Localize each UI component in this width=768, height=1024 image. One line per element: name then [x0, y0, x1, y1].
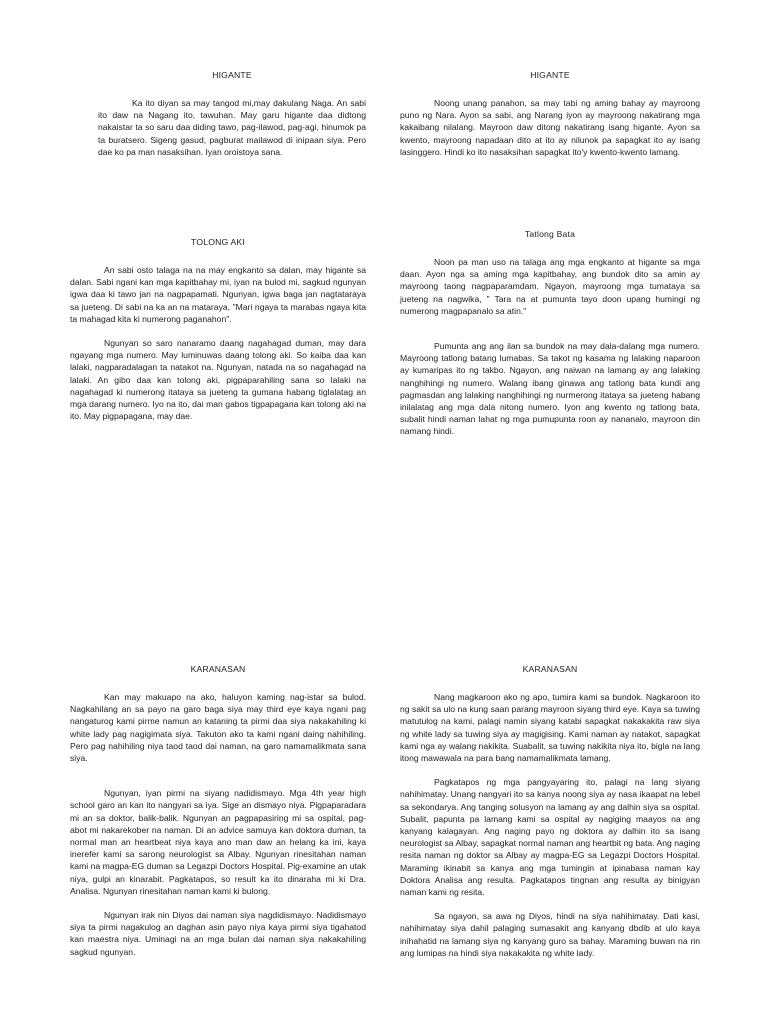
section-title: KARANASAN: [522, 664, 578, 674]
section-title: TOLONG AKI: [191, 237, 245, 247]
karanasan-left-section: [70, 664, 366, 958]
paragraph: Sa ngayon, sa awa ng Diyos, hindi na siya nahihimatay. Dati kasi, nahihimatay siya dahil palaging sumasakit ang kanyang dbdib at ulo kaya inihahatid na lamang siya ng kanyang guro sa bahay. Maraming buwan na rin ang lumipas na hindi siya nakakakita ng white lady.: [400, 911, 700, 958]
higante-right-section: [400, 70, 700, 158]
higante-left-section: [98, 70, 366, 158]
paragraph: An sabi osto talaga na na may engkanto sa dalan, may higante sa dalan. Sabi ngani kan mga kapitbahay mi, iyan na bulod mi, sagkud ngunyan igwa daa ki tawo jan na nagpapamati. Ngunyan, igwa baga jan nagtataraya sa jueteng. Di sabi na ka an na mataraya, "Mari ngaya ta marabas ngaya kita ta mahagad kita ki numerong paganahon".: [70, 265, 366, 324]
section-title: Tatlong Bata: [524, 229, 576, 239]
tatlong-bata-section: [400, 229, 700, 438]
paragraph: Ka ito diyan sa may tangod mi,may dakulang Naga. An sabi ito daw na Nagang ito, tawuhan. May garu higante daa didtong nakaistar ta so saru daa diding tawo, pag-ilawod, pag-agi, hinumok pa ta buratsero. Sigeng gasud, pagburat mailawod di inipaan siya. Pero dae ko pa man nasaksihan. Iyan oroistoya sana.: [98, 98, 366, 157]
karanasan-right-section: [400, 664, 700, 959]
paragraph: Noong unang panahon, sa may tabi ng aming bahay ay mayroong puno ng Nara. Ayon sa sabi, ang Narang iyon ay mayroong nakatirang mga kakaibang nilalang. Mayroon daw ditong nakatirang isang higante. Ayon sa kwento, mayroong napadaan dito at ito ay nilunok pa sapagkat ito ay isang lasinggero. Hindi ko ito nasaksihan sapagkat ito'y kwento-kwento lamang.: [400, 98, 700, 157]
paragraph: Noon pa man uso na talaga ang mga engkanto at higante sa mga daan. Ayon nga sa aming mga kapitbahay, ang bundok dito sa amin ay mayroong taong nagpaparamdam. Ngayon, mayroong mga tumataya sa jueteng na nagwika, " Tara na at pumunta tayo doon upang humingi ng numerong magpapanalo sa atin.": [400, 257, 700, 316]
paragraph: Ngunyan, iyan pirmi na siyang nadidismayo. Mga 4th year high school garo an kan ito nangyari sa iya. Sige an dismayo niya. Pigpaparadara mi an sa doktor, balik-balik. Ngunyan an pagpapasiring mi sa ospital, pag-abot mi nakarekober na naman. Di an advice samuya kan doktora duman, ta normal man an heartbeat niya kaya ano man daw an helang ka ini, kaya inerefer kami sa sarong neurologist sa Albay. Ngunyan rinesitahan naman kami na magpa-EG duman sa Legazpi Doctors Hospital. Pig-examine an utak niya, gulpi an kinarabit. Pagkatapos, so result ka ito dinaraha mi ki Dra. Analisa. Ngunyan rinesitahan naman kami ki bulong.: [70, 788, 366, 896]
paragraph: Nang magkaroon ako ng apo, tumira kami sa bundok. Nagkaroon ito ng sakit sa ulo na kung saan parang mayroon siyang third eye. Kaya sa tuwing matutulog na kami, palagi namin siyang katabi sapagkat nakakakita raw siya ng white lady sa tuwing siya ay magigising. Kami naman ay natakot, sapagkat kami nga ay walang nakikita. Suabalit, sa tuwing nakikita niya ito, bigla na lang itong mawawala na para bang namamalikmata lamang.: [400, 692, 700, 764]
paragraph: Ngunyan irak nin Diyos dai naman siya nagdidismayo. Nadidismayo siya ta pirmi nagakulog an daghan asin payo niya kaya pirmi siya tigahatod kan maestra niya. Uminagi na an mga bulan dai naman siya nakakahiling sagkud ngunyan.: [70, 910, 366, 957]
tolong-aki-section: [70, 237, 366, 422]
section-title: KARANASAN: [190, 664, 246, 674]
section-title: HIGANTE: [530, 70, 570, 80]
paragraph: Pumunta ang ang ilan sa bundok na may dala-dalang mga numero. Mayroong tatlong batang lumabas. Sa takot ng kasama ng lalaking naparoon ay kumaripas ito ng takbo. Ngayon, ang naiwan na lamang ay ang lalaking nanghihingi ng numero. Walang ibang ginawa ang tatlong bata kundi ang pagmasdan ang lalaking nanghihingi ng nurmerong itataya sa jueteng habang inilalatag ang mga dala nitong numero. Iyon ang kwento ng tatlong bata, subalit hindi naman lahat ng mga pumupunta roon ay nananalo, mayroon din namang hindi.: [400, 341, 700, 437]
paragraph: Ngunyan so saro nanaramo daang nagahagad duman, may dara ngayang mga numero. May luminuwas daang tolong aki. So kaiba daa kan lalaki, nagparadalagan ta natakot na. Ngunyan, natada na so nagahagad na lalaki. An gibo daa kan tolong aki, pigpaparahiling sana so lalaki na nagahagad ki numerong itataya sa jueteng ta gumana habang tiglalatag an mga darang numero. Iyo na ito, dai man gabos tigpapagana kan tolong aki na ito. May pigpapagana, may dae.: [70, 338, 366, 422]
paragraph: Kan may makuapo na ako, haluyon kaming nag-istar sa bulod. Nagkahilang an sa payo na garo baga siya may third eye kaya ngani pag nangaturog kami pirme namun an kataning ta pirmi daa siya nakakahiling ki white lady pag nagigimata siya. Takuton ako ta kami ngani daing nahihiling. Pero pag nahihiling niya taod taod dai naman, na garo namamalikmata sana siya.: [70, 692, 366, 764]
paragraph: Pagkatapos ng mga pangyayaring ito, palagi na lang siyang nahihimatay. Unang nangyari ito sa kanya noong siya ay nasa ikaapat na lebel sa sekondarya. Ang tanging solusyon na lamang ay ang dalhin siya sa ospital. Subalit, papunta pa lamang kami sa ospital ay nagiging maayos na ang kanyang kalagayan. Ang naging payo ng doktora ay dalhin ito sa isang neurologist sa Albay, sapagkat normal naman ang heartbit ng bata. Ang naging resita naman ng doktor sa Albay ay magpa-EG sa Legazpi Doctors Hospital. Maraming ikinabit sa kanya ang mga tumingin at ipinabasa naman kay Doktora Analisa ang resulta. Pagkatapos tingnan ang resulta ay binigyan naman kami ng resita.: [400, 777, 700, 898]
section-title: HIGANTE: [212, 70, 252, 80]
